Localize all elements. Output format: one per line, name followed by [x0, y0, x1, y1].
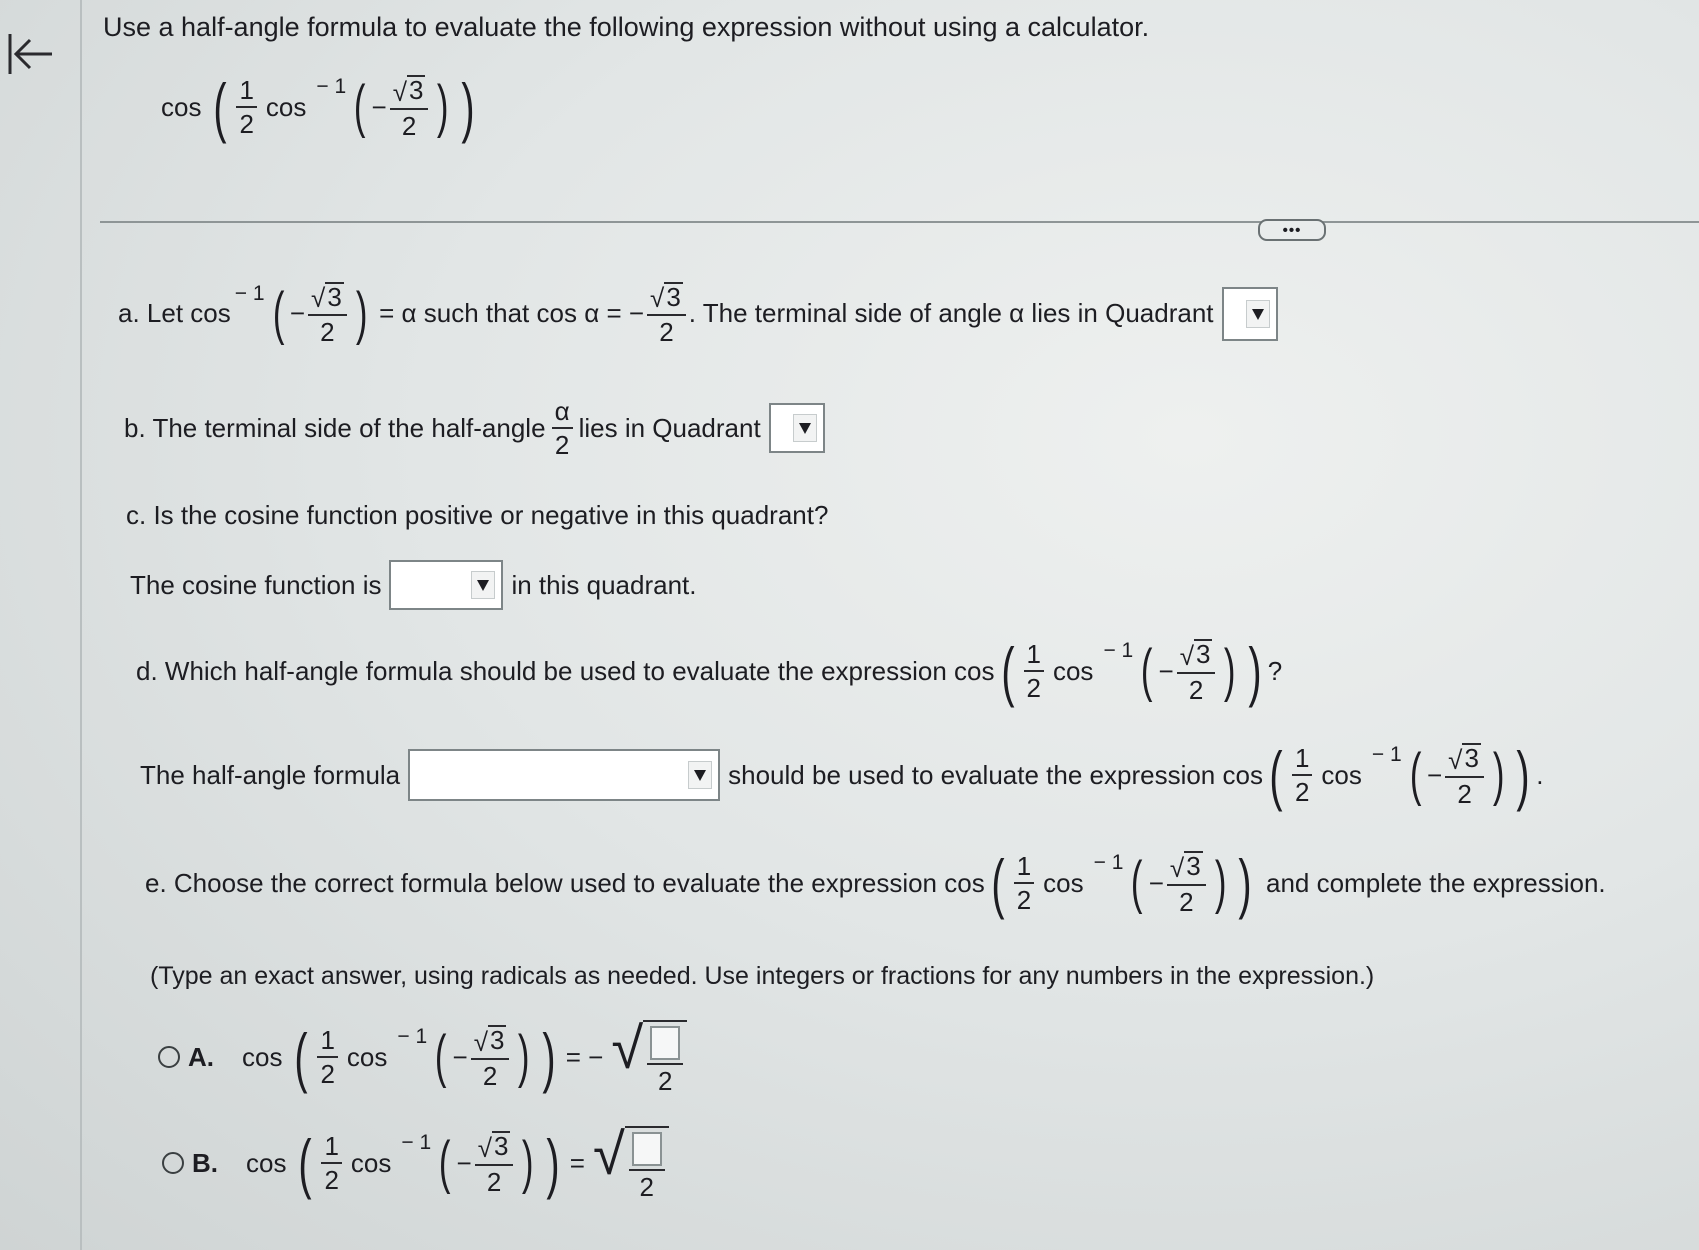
option-b-radio[interactable] [162, 1152, 184, 1174]
part-d-answer: The half-angle formula should be used to evaluate the expression cos ( $\frac{1}{2}$ cos − 1 ( − √ 3 2 ) ) . [140, 738, 1544, 812]
part-c-answer: The cosine function is in this quadrant. [130, 560, 696, 610]
sqrt-expression: √ 2 [593, 1126, 669, 1200]
part-d-question: d. Which half-angle formula should be used to evaluate the expression cos ( $\frac{1}{2}$ cos − 1 ( − √ 3 2 ) ) ? [136, 634, 1283, 708]
section-divider [100, 221, 1699, 223]
sidebar-divider [80, 0, 82, 1250]
part-a: a. Let cos − 1 ( − √ 3 2 ) = α such that cos α = − √ 3 2 . The terminal side of angle α lies in Quadrant [118, 282, 1286, 345]
question-text: Use a half-angle formula to evaluate the following expression without using a calculator. [103, 12, 1150, 42]
half-angle-formula-dropdown[interactable] [408, 749, 720, 801]
more-button[interactable]: ••• [1258, 219, 1326, 241]
chevron-down-icon [471, 571, 495, 599]
sqrt-expression: √ 2 [611, 1020, 687, 1094]
chevron-down-icon [793, 414, 817, 442]
answer-input-a[interactable] [650, 1026, 680, 1060]
chevron-down-icon [1246, 300, 1270, 328]
part-e-question: e. Choose the correct formula below used to evaluate the expression cos ( $\frac{1}{2}$ cos − 1 ( − √ 3 2 ) ) and complete the expression. [145, 846, 1606, 920]
main-expression: cos ( $\frac{1}{2}$ cos − 1 ( − √ 3 2 ) ) [161, 70, 475, 144]
option-b[interactable]: B. cos ( $\frac{1}{2}$ cos − 1 ( − √ 3 2 ) ) = √ 2 [162, 1126, 669, 1200]
fraction-sqrt3-over-2: √ 3 2 [390, 75, 429, 138]
fraction-one-half: $\frac{1}{2}$ [236, 77, 256, 137]
option-a-radio[interactable] [158, 1046, 180, 1068]
quadrant-alpha-dropdown[interactable] [1222, 287, 1278, 341]
part-b: b. The terminal side of the half-angle $\frac{\alpha}{2}$ lies in Quadrant [124, 398, 833, 458]
part-c-question: c. Is the cosine function positive or negative in this quadrant? [126, 500, 829, 530]
cosine-sign-dropdown[interactable] [389, 560, 503, 610]
back-arrow-icon[interactable] [6, 30, 56, 80]
quadrant-half-angle-dropdown[interactable] [769, 403, 825, 453]
answer-input-b[interactable] [632, 1132, 662, 1166]
part-e-instructions: (Type an exact answer, using radicals as needed. Use integers or fractions for any numbers in the expression.) [150, 962, 1375, 990]
chevron-down-icon [688, 761, 712, 789]
option-a[interactable]: A. cos ( $\frac{1}{2}$ cos − 1 ( − √ 3 2 ) ) = − √ 2 [158, 1020, 687, 1094]
